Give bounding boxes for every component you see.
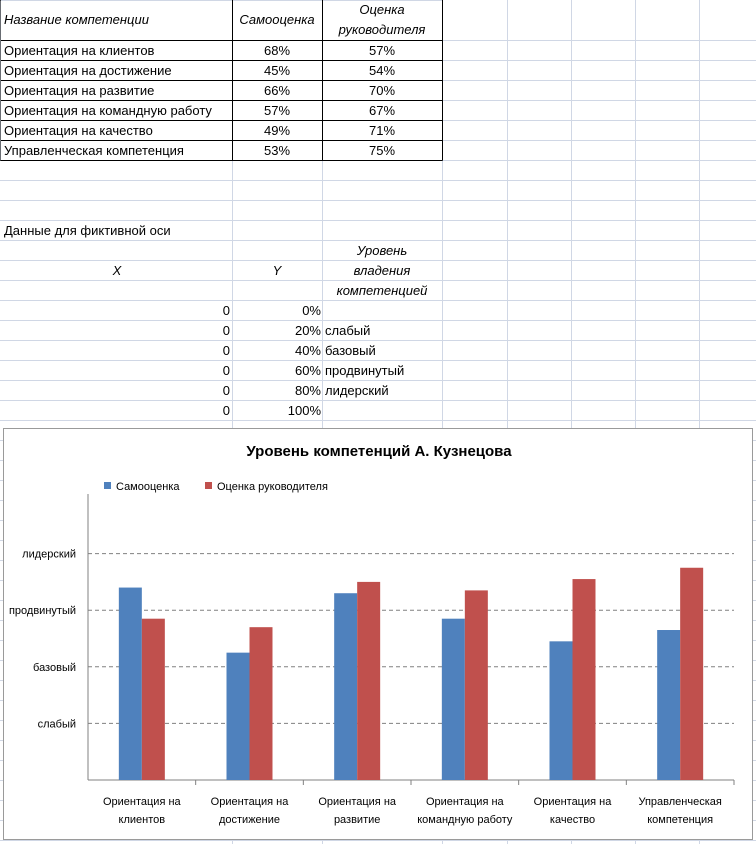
aux-row-x[interactable]: 0	[222, 403, 230, 418]
table-row-name[interactable]: Ориентация на командную работу	[4, 103, 212, 118]
x-category-label: развитие	[333, 814, 381, 826]
table-row-manager[interactable]: 67%	[368, 103, 396, 118]
bar-manager-4	[465, 590, 488, 780]
x-category-label: Ориентация на	[425, 796, 504, 808]
y-level-label: базовый	[33, 661, 76, 674]
table-row-self[interactable]: 49%	[263, 123, 291, 138]
bar-self-2	[227, 653, 250, 780]
x-category-label: командную работу	[417, 814, 513, 826]
aux-row-x[interactable]: 0	[222, 383, 230, 398]
aux-header-y[interactable]: Y	[272, 263, 282, 278]
aux-section-title[interactable]: Данные для фиктивной оси	[4, 223, 171, 238]
header-manager-assessment-line2[interactable]: руководителя	[338, 22, 426, 37]
aux-header-x[interactable]: X	[112, 263, 122, 278]
y-level-label: лидерский	[22, 548, 76, 561]
aux-row-level[interactable]	[325, 301, 441, 321]
aux-row-y[interactable]: 40%	[294, 343, 321, 358]
table-row-manager[interactable]: 75%	[368, 143, 396, 158]
chart-title: Уровень компетенций А. Кузнецова	[246, 443, 512, 460]
bar-manager-2	[250, 627, 273, 780]
table-row-manager[interactable]: 71%	[368, 123, 396, 138]
table-row-self[interactable]: 53%	[263, 143, 291, 158]
x-category-label: Ориентация на	[533, 796, 612, 808]
table-row-name[interactable]: Ориентация на клиентов	[4, 43, 155, 58]
bar-self-6	[657, 630, 680, 780]
aux-row-y[interactable]: 100%	[287, 403, 321, 418]
bar-manager-6	[680, 568, 703, 780]
bar-manager-5	[573, 579, 596, 780]
x-category-label: Управленческая	[638, 796, 722, 808]
aux-header-level-line3[interactable]: компетенцией	[336, 283, 428, 298]
table-row-name[interactable]: Управленческая компетенция	[4, 143, 184, 158]
y-level-label: продвинутый	[8, 605, 76, 618]
x-category-label: Ориентация на	[102, 796, 181, 808]
bar-manager-1	[142, 619, 165, 780]
table-row-name[interactable]: Ориентация на развитие	[4, 83, 155, 98]
x-category-label: компетенция	[647, 814, 714, 826]
x-category-label: достижение	[218, 814, 281, 826]
bar-self-5	[550, 641, 573, 780]
aux-row-level[interactable]: слабый	[325, 323, 371, 338]
aux-row-y[interactable]: 0%	[302, 303, 321, 318]
bar-self-3	[334, 593, 357, 780]
legend-label-2: Оценка руководителя	[217, 481, 328, 493]
table-row-self[interactable]: 57%	[263, 103, 291, 118]
aux-row-y[interactable]: 20%	[294, 323, 321, 338]
aux-row-x[interactable]: 0	[222, 303, 230, 318]
x-category-label: Ориентация на	[210, 796, 289, 808]
table-row-name[interactable]: Ориентация на качество	[4, 123, 153, 138]
legend-swatch-2	[205, 482, 212, 489]
aux-row-y[interactable]: 80%	[294, 383, 321, 398]
bar-self-1	[119, 588, 142, 780]
table-row-self[interactable]: 66%	[263, 83, 291, 98]
header-competence-name[interactable]: Название компетенции	[4, 12, 149, 27]
aux-row-x[interactable]: 0	[222, 343, 230, 358]
aux-row-x[interactable]: 0	[222, 323, 230, 338]
table-row-self[interactable]: 45%	[263, 63, 291, 78]
y-level-label: слабый	[37, 718, 76, 731]
header-manager-assessment-line1[interactable]: Оценка	[359, 2, 405, 17]
bar-manager-3	[357, 582, 380, 780]
table-row-name[interactable]: Ориентация на достижение	[4, 63, 172, 78]
aux-row-x[interactable]: 0	[222, 363, 230, 378]
header-self-assessment[interactable]: Самооценка	[239, 12, 315, 27]
table-row-manager[interactable]: 57%	[368, 43, 396, 58]
table-row-manager[interactable]: 54%	[368, 63, 396, 78]
aux-row-level[interactable]: лидерский	[325, 383, 389, 398]
chart[interactable]	[3, 428, 753, 840]
bar-self-4	[442, 619, 465, 780]
x-category-label: качество	[549, 814, 596, 826]
aux-row-y[interactable]: 60%	[294, 363, 321, 378]
legend-label-1: Самооценка	[116, 481, 180, 493]
aux-row-level[interactable]	[325, 401, 441, 421]
chart-canvas	[4, 429, 754, 841]
aux-header-level-line1[interactable]: Уровень	[356, 243, 408, 258]
legend-swatch-1	[104, 482, 111, 489]
aux-row-level[interactable]: продвинутый	[325, 363, 405, 378]
table-row-self[interactable]: 68%	[263, 43, 291, 58]
x-category-label: Ориентация на	[318, 796, 397, 808]
aux-row-level[interactable]: базовый	[325, 343, 376, 358]
x-category-label: клиентов	[118, 814, 166, 826]
table-row-manager[interactable]: 70%	[368, 83, 396, 98]
aux-header-level-line2[interactable]: владения	[353, 263, 411, 278]
